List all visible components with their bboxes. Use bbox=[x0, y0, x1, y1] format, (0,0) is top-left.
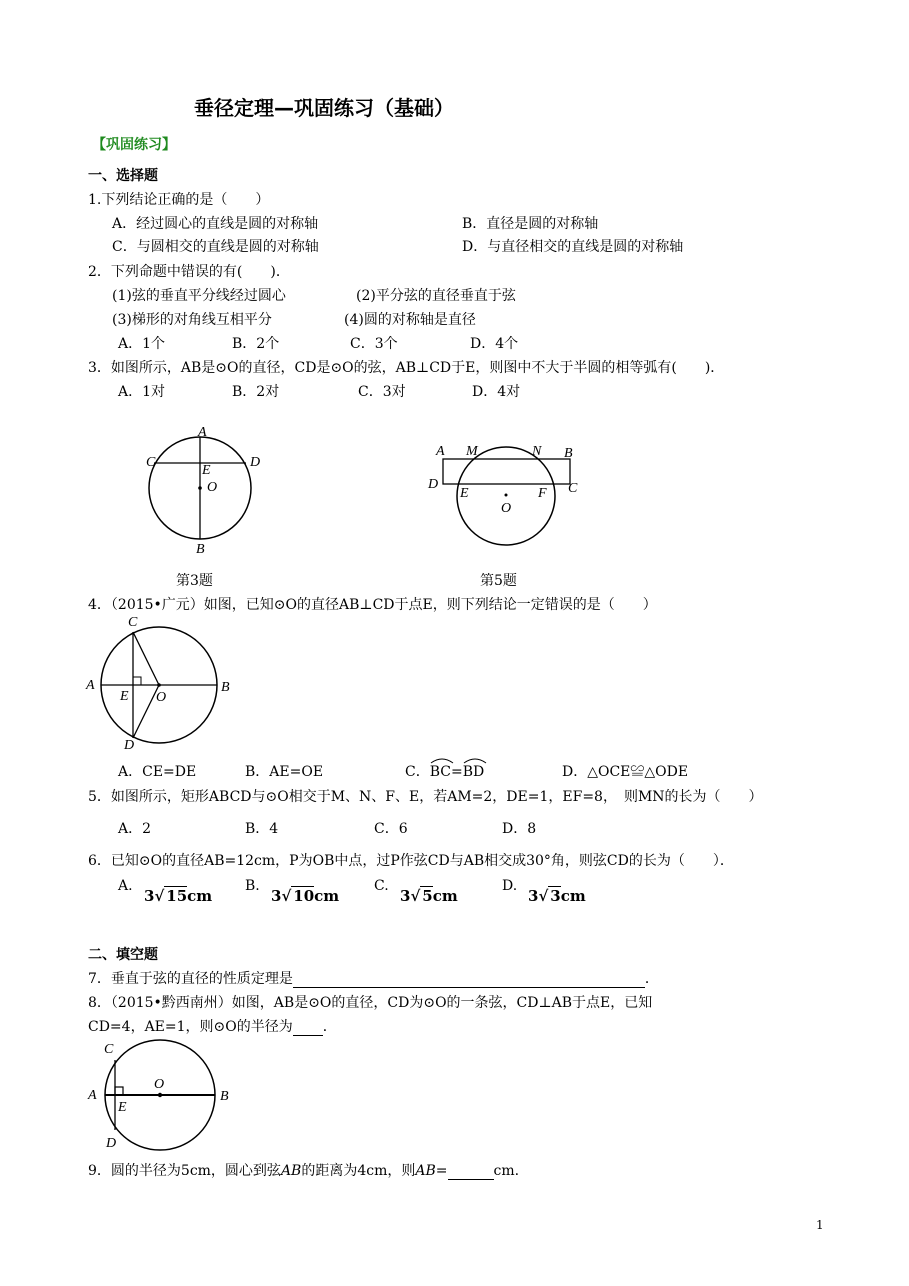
q7-blank bbox=[293, 973, 645, 988]
q5-stem: 5．如图所示，矩形ABCD与⊙O相交于M、N、F、E，若AM=2，DE=1，EF=8， 则MN的长为（ ） bbox=[88, 789, 763, 805]
page-title: 垂径定理—巩固练习（基础） bbox=[194, 96, 454, 120]
q3-option-b: B．2对 bbox=[232, 384, 280, 400]
q6-option-b-label: B. bbox=[245, 878, 260, 894]
q1-option-a: A．经过圆心的直线是圆的对称轴 bbox=[112, 216, 319, 232]
q1-option-c: C．与圆相交的直线是圆的对称轴 bbox=[112, 239, 319, 255]
fig5-label-e: E bbox=[460, 486, 469, 501]
fig3-label-d: D bbox=[250, 455, 261, 470]
q6-option-d-label: D. bbox=[502, 878, 518, 894]
q6-stem: 6．已知⊙O的直径AB=12cm，P为OB中点，过P作弦CD与AB相交成30°角，则弦CD的长为（ ）． bbox=[88, 853, 734, 869]
q8-line2: CD=4，AE=1，则⊙O的半径为 ． bbox=[88, 1019, 337, 1035]
q6-option-c-label: C. bbox=[374, 878, 389, 894]
q6-option-a-value: 3√ 15cm bbox=[144, 887, 213, 905]
fig4-label-a: A bbox=[86, 678, 95, 693]
q6-option-a-label: A. bbox=[118, 878, 133, 894]
q3-option-a: A．1对 bbox=[118, 384, 166, 400]
q5-option-d: D．8 bbox=[502, 821, 537, 837]
q5-option-a: A．2 bbox=[118, 821, 152, 837]
q1-option-b: B．直径是圆的对称轴 bbox=[462, 216, 599, 232]
fig3-caption: 第3题 bbox=[176, 573, 213, 589]
fig5-label-m: M bbox=[466, 444, 478, 459]
arc-bd: BD bbox=[463, 763, 485, 781]
q4-option-b: B．AE=OE bbox=[245, 764, 324, 780]
fig5-caption: 第5题 bbox=[480, 573, 517, 589]
fig5-label-b: B bbox=[564, 446, 573, 461]
q2-option-a: A．1个 bbox=[118, 336, 166, 352]
q2-stem: 2．下列命题中错误的有( )． bbox=[88, 264, 290, 280]
q2-statement-3: (3)梯形的对角线互相平分 bbox=[112, 312, 272, 328]
q4-stem: 4．（2015•广元）如图，已知⊙O的直径AB⊥CD于点E，则下列结论一定错误的是（ ） bbox=[88, 597, 657, 613]
fig8-label-c: C bbox=[104, 1042, 114, 1057]
q8-line1: 8．（2015•黔西南州）如图，AB是⊙O的直径，CD为⊙O的一条弦，CD⊥AB于点E，已知 bbox=[88, 995, 653, 1011]
q6-option-d-value: 3√ 3cm bbox=[528, 887, 586, 905]
q5-option-b: B．4 bbox=[245, 821, 279, 837]
q2-option-c: C．3个 bbox=[350, 336, 398, 352]
section-heading-fill: 二、填空题 bbox=[88, 947, 158, 963]
q2-statement-1: (1)弦的垂直平分线经过圆心 bbox=[112, 288, 286, 304]
q3-option-d: D．4对 bbox=[472, 384, 521, 400]
figure-q3 bbox=[140, 420, 270, 560]
q5-option-c: C．6 bbox=[374, 821, 408, 837]
fig5-label-f: F bbox=[538, 486, 547, 501]
fig5-label-c: C bbox=[568, 481, 578, 496]
q1-option-d: D．与直径相交的直线是圆的对称轴 bbox=[462, 239, 684, 255]
fig5-label-o: O bbox=[501, 501, 512, 516]
fig5-label-n: N bbox=[532, 444, 542, 459]
q6-option-c-value: 3√ 5cm bbox=[400, 887, 458, 905]
fig4-label-b: B bbox=[221, 680, 230, 695]
section-tag: 【巩固练习】 bbox=[92, 137, 176, 153]
fig3-label-a: A bbox=[198, 425, 207, 440]
figure-q8 bbox=[84, 1036, 234, 1156]
fig5-label-a: A bbox=[436, 444, 445, 459]
q2-statement-2: (2)平分弦的直径垂直于弦 bbox=[356, 288, 516, 304]
q3-option-c: C．3对 bbox=[358, 384, 406, 400]
fig4-label-e: E bbox=[120, 689, 129, 704]
section-heading-choice: 一、选择题 bbox=[88, 168, 158, 184]
q2-statement-4: (4)圆的对称轴是直径 bbox=[344, 312, 476, 328]
q6-option-b-value: 3√ 10cm bbox=[271, 887, 340, 905]
fig8-label-b: B bbox=[220, 1089, 229, 1104]
arc-bc: BC bbox=[430, 763, 451, 781]
fig8-label-d: D bbox=[106, 1136, 117, 1151]
q4-option-c: C．BC =BD bbox=[405, 763, 484, 781]
q1-stem: 1.下列结论正确的是（ ） bbox=[88, 192, 270, 208]
fig3-label-o: O bbox=[207, 480, 218, 495]
fig3-label-c: C bbox=[146, 455, 156, 470]
figure-q4 bbox=[84, 612, 234, 752]
fig3-label-e: E bbox=[202, 463, 211, 478]
q4-option-a: A．CE=DE bbox=[118, 764, 197, 780]
q3-stem: 3．如图所示，AB是⊙O的直径，CD是⊙O的弦，AB⊥CD于E，则图中不大于半圆的相等弧有( )． bbox=[88, 360, 725, 376]
q7: 7．垂直于弦的直径的性质定理是 ． bbox=[88, 971, 659, 987]
q2-option-b: B．2个 bbox=[232, 336, 280, 352]
fig8-label-a: A bbox=[88, 1088, 97, 1103]
q9: 9．圆的半径为5cm，圆心到弦AB的距离为4cm，则AB= cm. bbox=[88, 1163, 520, 1179]
fig5-label-d: D bbox=[428, 477, 439, 492]
q4-option-d: D．△OCE≌△ODE bbox=[562, 764, 689, 780]
q8-blank bbox=[293, 1021, 323, 1036]
q9-blank bbox=[448, 1165, 494, 1180]
fig8-label-o: O bbox=[154, 1077, 165, 1092]
fig3-label-b: B bbox=[196, 542, 205, 557]
fig4-label-o: O bbox=[156, 690, 167, 705]
fig4-label-c: C bbox=[128, 615, 138, 630]
q2-option-d: D．4个 bbox=[470, 336, 519, 352]
page-number: 1 bbox=[816, 1218, 824, 1232]
fig4-label-d: D bbox=[124, 738, 135, 753]
fig8-label-e: E bbox=[118, 1100, 127, 1115]
figure-q5 bbox=[424, 440, 594, 550]
